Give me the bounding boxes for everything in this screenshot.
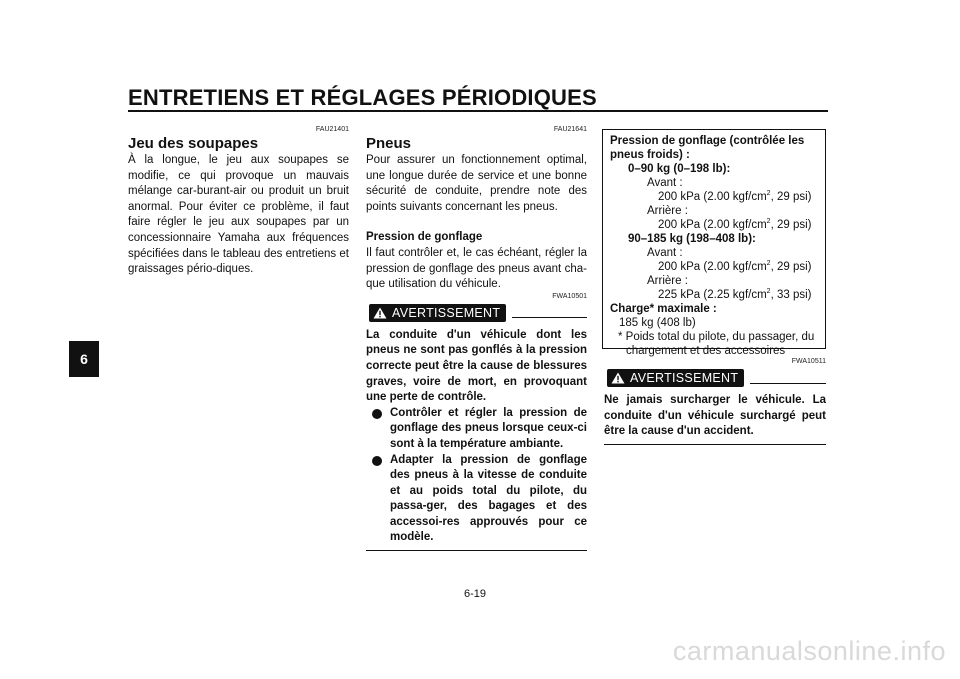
spec-range-1: 0–90 kg (0–198 lb): [628, 163, 731, 175]
section-code: FAU21641 [553, 126, 587, 133]
warning-triangle-icon [373, 307, 387, 319]
warning-triangle-icon [611, 372, 625, 384]
section-title: Jeu des soupapes [128, 135, 259, 152]
warning-badge [607, 369, 744, 387]
spec-range-2-rear: 225 kPa (2.25 kgf/$cm^2$, 33 psi) [658, 288, 812, 301]
warning-text: Ne jamais surcharger le véhicule. La conduite d'un véhicule surchargé peut être la cause d'un accident. [604, 394, 826, 438]
list-item: Adapter la pression de gonflage des pneus à la vitesse de conduite et au poids total du pilote, du passa-ger, des bagages et des accessoi-res approuvés pour ce modèle. [366, 453, 587, 547]
section-title: Pneus [366, 135, 412, 152]
warning-label: AVERTISSEMENT [630, 371, 739, 385]
watermark: carmanualsonline.info [672, 636, 946, 666]
list-item: Contrôler et régler la pression de gonflage des pneus lorsque ceux-ci sont à la température ambiante. [366, 406, 587, 453]
spec-range-1-front: 200 kPa (2.00 kgf/$cm^2$, 29 psi) [658, 190, 812, 203]
warning-code: FWA10511 [791, 358, 826, 365]
spec-title: Pression de gonflage (contrôlée les pneus froids) : [610, 135, 805, 161]
warning-end-rule [604, 444, 826, 445]
warning-header [604, 369, 826, 387]
warning-code: FWA10501 [552, 292, 587, 300]
warning-header [366, 304, 587, 322]
spec-range-1-rear: 200 kPa (2.00 kgf/$cm^2$, 29 psi) [658, 218, 812, 231]
bullet-icon [372, 456, 382, 466]
section-overload-warning [604, 358, 826, 445]
spec-front-label: Avant : [647, 177, 683, 189]
section-code: FAU21401 [315, 126, 349, 133]
tire-pressure-spec-box [602, 129, 826, 357]
spec-range-2: 90–185 kg (198–408 lb): [628, 233, 756, 245]
chapter-tab: 6 [69, 341, 99, 377]
spec-load-label: Charge* maximale : [610, 303, 717, 315]
section-valve-clearance [128, 126, 349, 278]
spec-rear-label: Arrière : [647, 205, 688, 217]
section-tires [366, 126, 587, 551]
warning-badge [369, 304, 506, 322]
subsection-title: Pression de gonflage [366, 231, 483, 244]
warning-end-rule [366, 550, 587, 551]
spec-load-value: 185 kg (408 lb) [619, 317, 696, 329]
warning-text: La conduite d'un véhicule dont les pneus ne sont pas gonflés à la pression correcte peut être la cause de blessures graves, voire de mort, en provoquant une perte de contrôle. [366, 328, 587, 404]
page-header-title: ENTRETIENS ET RÉGLAGES PÉRIODIQUES [128, 85, 597, 110]
warning-label: AVERTISSEMENT [392, 305, 501, 320]
spec-rear-label: Arrière : [647, 275, 688, 287]
warning-bullet-list [366, 406, 587, 546]
spec-front-label: Avant : [647, 247, 683, 259]
spec-footnote: * Poids total du pilote, du passager, du chargement et des accessoires [618, 331, 815, 357]
spec-range-2-front: 200 kPa (2.00 kgf/$cm^2$, 29 psi) [658, 260, 812, 273]
warning-rule [750, 383, 826, 384]
warning-rule [512, 317, 587, 318]
bullet-icon [372, 409, 382, 419]
section-intro: Pour assurer un fonctionnement optimal, une longue durée de service et une bonne sécurité de conduite, prendre note des points suivants concernant les pneus. [366, 154, 587, 213]
header-rule [128, 110, 828, 112]
section-text: À la longue, le jeu aux soupapes se modifie, ce qui provoque un mauvais mélange car-burant-air ou produit un bruit anormal. Pour éviter ce problème, il faut faire régler le jeu aux soupapes par un concessionnaire Yamaha aux fréquences spécifiées dans le tableau des entretiens et graissages pério-diques. [128, 154, 349, 276]
page-number: 6-19 [464, 588, 487, 600]
subsection-text: Il faut contrôler et, le cas échéant, régler la pression de gonflage des pneus avant cha-que utilisation du véhicule. [366, 246, 587, 291]
